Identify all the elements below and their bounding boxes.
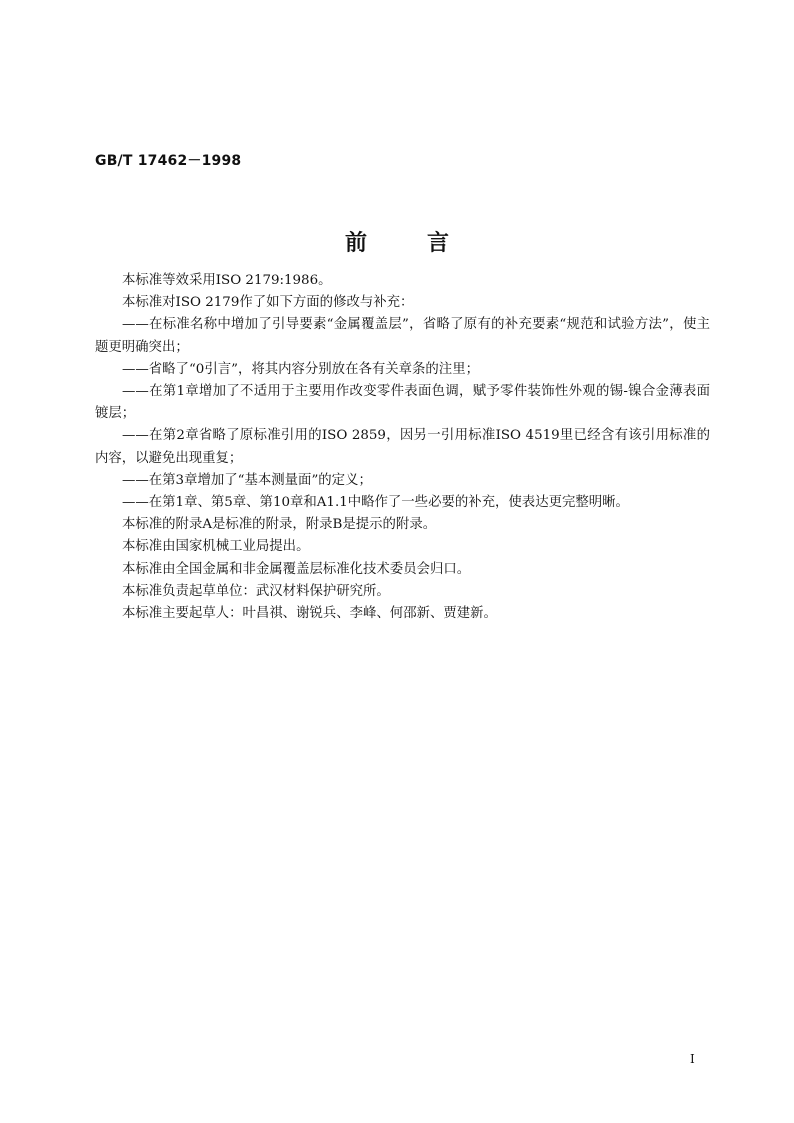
paragraph: 本标准等效采用ISO 2179:1986。 (122, 273, 332, 288)
paragraph: ——在标准名称中增加了引导要素“金属覆盖层”，省略了原有的补充要素“规范和试验方法”，使主题更明确突出； (95, 317, 710, 355)
paragraph: ——在第1章增加了不适用于主要用作改变零件表面色调，赋予零件装饰性外观的锡-镍合金薄表面镀层； (95, 384, 710, 422)
page-title: 前言 (344, 231, 509, 256)
paragraph: ——在第1章、第5章、第10章和A1.1中略作了一些必要的补充，使表达更完整明晰。 (122, 495, 629, 511)
page-number: I (690, 1052, 695, 1066)
paragraph: 本标准对ISO 2179作了如下方面的修改与补充： (122, 295, 414, 311)
paragraph: 本标准由国家机械工业局提出。 (122, 539, 310, 555)
paragraph: 本标准主要起草人：叶昌祺、谢锐兵、李峰、何邵新、贾建新。 (122, 606, 497, 622)
standard-code: GB/T 17462－1998 (95, 153, 242, 169)
paragraph: ——在第2章省略了原标准引用的ISO 2859，因另一引用标准ISO 4519里已经含有该引用标准的内容，以避免出现重复； (95, 428, 710, 466)
paragraph: ——省略了“0引言”，将其内容分别放在各有关章条的注里； (122, 361, 479, 377)
paragraph: 本标准负责起草单位：武汉材料保护研究所。 (122, 583, 390, 599)
paragraph: 本标准的附录A是标准的附录，附录B是提示的附录。 (122, 517, 437, 533)
paragraph: 本标准由全国金属和非金属覆盖层标准化技术委员会归口。 (122, 561, 471, 577)
foreword-body (95, 270, 710, 625)
paragraph: ——在第3章增加了“基本测量面”的定义； (122, 472, 372, 488)
